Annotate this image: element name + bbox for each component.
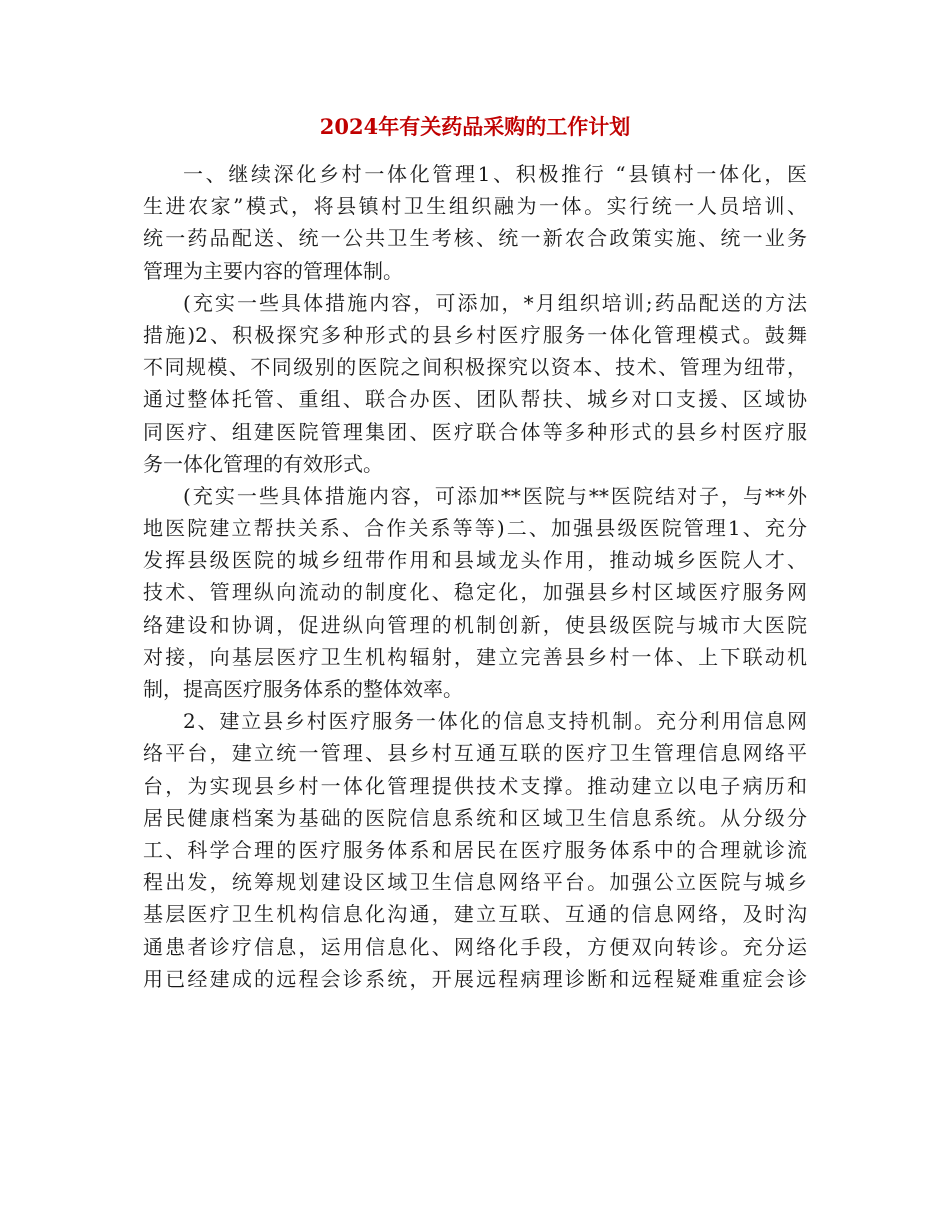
text-line: 通过整体托管、重组、联合办医、团队帮扶、城乡对口支援、区域协 <box>143 387 807 412</box>
text-line: 地医院建立帮扶关系、合作关系等等)二、加强县级医院管理1、充分 <box>143 516 807 541</box>
text-line: 台，为实现县乡村一体化管理提供技术支撑。推动建立以电子病历和 <box>143 773 807 798</box>
text-line: 制，提高医疗服务体系的整体效率。 <box>143 677 463 701</box>
document-body <box>143 158 807 995</box>
text-line: 技术、管理纵向流动的制度化、稳定化，加强县乡村区域医疗服务网 <box>143 580 807 605</box>
text-line: 程出发，统筹规划建设区域卫生信息网络平台。加强公立医院与城乡 <box>143 870 807 895</box>
text-line: 同医疗、组建医院管理集团、医疗联合体等多种形式的县乡村医疗服 <box>143 419 807 444</box>
text-line: (充实一些具体措施内容，可添加**医院与**医院结对子，与**外 <box>183 483 807 508</box>
text-line: 居民健康档案为基础的医院信息系统和区域卫生信息系统。从分级分 <box>143 805 807 830</box>
text-line: 对接，向基层医疗卫生机构辐射，建立完善县乡村一体、上下联动机 <box>143 644 807 669</box>
text-line: 措施)2、积极探究多种形式的县乡村医疗服务一体化管理模式。鼓舞 <box>143 322 807 347</box>
text-line: 管理为主要内容的管理体制。 <box>143 258 403 283</box>
text-line: 用已经建成的远程会诊系统，开展远程病理诊断和远程疑难重症会诊 <box>143 966 807 991</box>
text-line: 务一体化管理的有效形式。 <box>143 451 383 476</box>
text-line: 统一药品配送、统一公共卫生考核、统一新农合政策实施、统一业务 <box>143 226 807 251</box>
text-line: 基层医疗卫生机构信息化沟通，建立互联、互通的信息网络，及时沟 <box>143 902 807 927</box>
text-line: 生进农家”模式，将县镇村卫生组织融为一体。实行统一人员培训、 <box>143 194 807 219</box>
document-title: 2024年有关药品采购的工作计划 <box>319 114 631 139</box>
text-line: 2、建立县乡村医疗服务一体化的信息支持机制。充分利用信息网 <box>183 709 807 734</box>
text-line: 络平台，建立统一管理、县乡村互通互联的医疗卫生管理信息网络平 <box>143 741 807 766</box>
text-line: (充实一些具体措施内容，可添加，*月组织培训;药品配送的方法 <box>183 290 807 315</box>
text-line: 发挥县级医院的城乡纽带作用和县域龙头作用，推动城乡医院人才、 <box>143 548 807 573</box>
text-line: 一、继续深化乡村一体化管理1、积极推行 “县镇村一体化，医 <box>183 162 807 186</box>
text-line: 工、科学合理的医疗服务体系和居民在医疗服务体系中的合理就诊流 <box>143 837 807 862</box>
text-line: 通患者诊疗信息，运用信息化、网络化手段，方便双向转诊。充分运 <box>143 934 807 959</box>
text-line: 不同规模、不同级别的医院之间积极探究以资本、技术、管理为纽带， <box>143 355 807 380</box>
text-line: 络建设和协调，促进纵向管理的机制创新，使县级医院与城市大医院 <box>143 612 807 637</box>
